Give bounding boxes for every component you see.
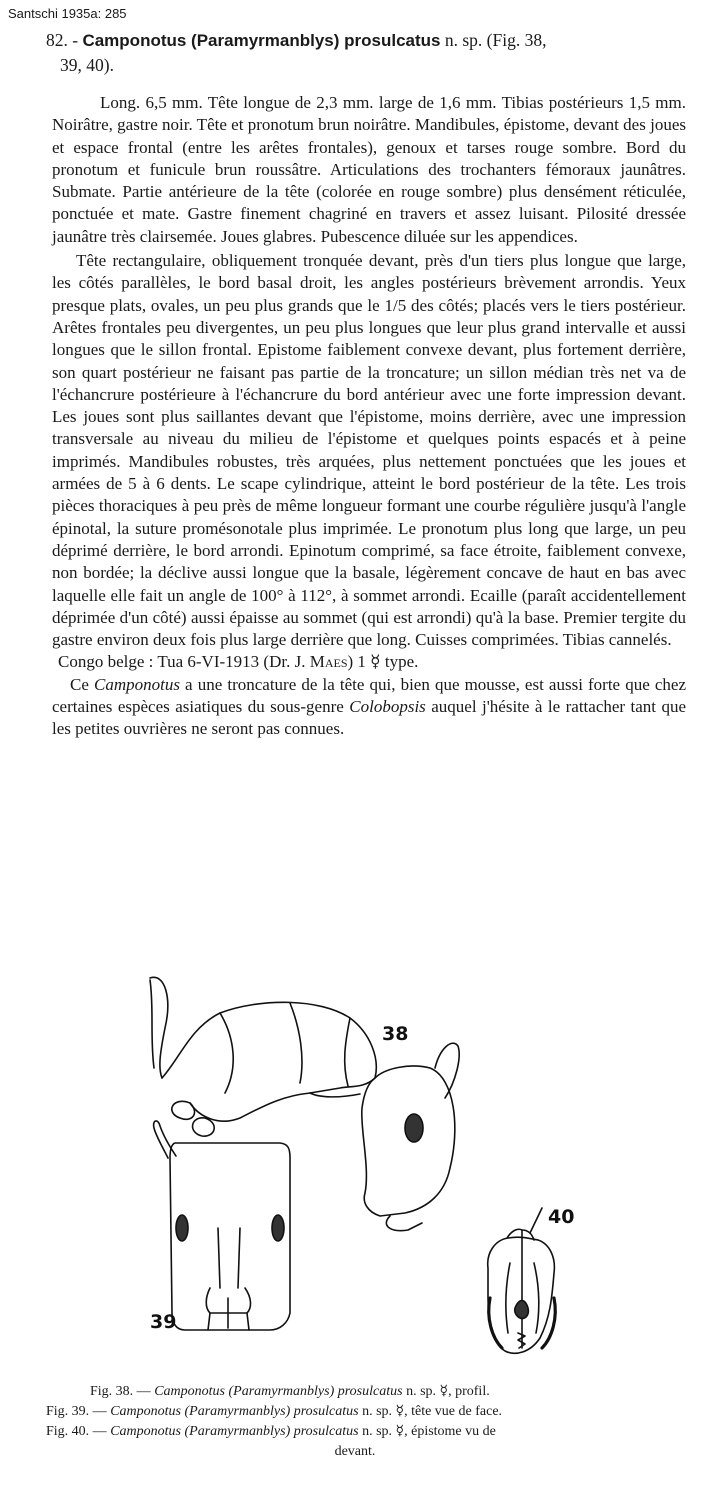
remarks-c: auquel j'hésite à le rattacher tant que les petites ouvrières ne seront pas connues. xyxy=(52,697,687,739)
source-citation: Santschi 1935a: 285 xyxy=(8,6,127,21)
ant-figure-plate xyxy=(110,968,610,1378)
heading-dash: - xyxy=(72,30,79,50)
fig40-label: 40 xyxy=(548,1206,575,1228)
caption-fig38-prefix: Fig. 38. — xyxy=(90,1384,155,1399)
caption-fig38-suffix: n. sp. ☿, profil. xyxy=(402,1384,490,1399)
paragraph-remarks xyxy=(52,674,686,741)
species-heading xyxy=(46,28,696,77)
species-status: n. sp. (Fig. 38, xyxy=(444,30,547,50)
fig40-epistome-drawing xyxy=(488,1208,556,1353)
paragraph-measurements: Long. 6,5 mm. Tête longue de 2,3 mm. large de 1,6 mm. Tibias postérieurs 1,5 mm. Noirâtre, gastre noir. Tête et pronotum brun noirâtre. Mandibules, épistome, devant des joues et espace frontal (entre les arêtes frontales), genoux et tarses rouge sombre. Bord du pronotum et funicule brun roussâtre. Articulations des trochanters fémoraux jaunâtres. Submate. Partie antérieure de la tête (colorée en rouge sombre) plus densément réticulée, ponctuée et mate. Gastre finement chagriné en travers et assez luisant. Pilosité dressée jaunâtre très clairsemée. Joues glabres. Pubescence diluée sur les appendices. xyxy=(52,93,686,246)
collector-name: Maes xyxy=(309,652,348,672)
species-status-cont: 39, 40). xyxy=(60,55,114,75)
fig39-head-front-drawing xyxy=(154,1121,290,1330)
caption-fig40-taxon: Camponotus (Paramyrmanblys) prosulcatus xyxy=(110,1424,359,1439)
caption-fig38-taxon: Camponotus (Paramyrmanblys) prosulcatus xyxy=(154,1384,403,1399)
locality-text: Congo belge : Tua 6-VI-1913 (Dr. J. xyxy=(58,652,310,672)
paragraph-morphology: Tête rectangulaire, obliquement tronquée devant, près d'un tiers plus longue que large, les côtés parallèles, le bord basal droit, les angles postérieurs brèvement arrondis. Yeux presque plats, ovales, un peu plus grands que le 1/5 des côtés; placés vers le tiers postérieur. Arêtes frontales peu divergentes, un peu plus longues que leur plus grand intervalle et aussi longues que le sillon frontal. Epistome faiblement convexe devant, plus fortement derrière, son quart postérieur ne faisant pas partie de la troncature; un sillon médian très net va de l'échancrure postérieure à l'échancrure du bord antérieur avec une forte impression devant. Les joues sont plus saillantes devant que l'épistome, moins derrière, avec une impression transversale au niveau du milieu de l'épistome et quelques points espacés et à peine imprimés. Mandibules robustes, très arquées, plus nettement ponctuées que les joues et armées de 5 à 6 dents. Le scape cylindrique, atteint le bord postérieur de la tête. Les trois pièces thoraciques à peu près de même longueur formant une courbe régulière jusqu'à l'angle épinotal, la suture promésonotale plus imprimée. Le pronotum plus long que large, un peu déprimé derrière, le bord arrondi. Epinotum comprimé, sa face étroite, faiblement convexe, non bordée; la déclive aussi longue que la basale, légèrement concave de haut en bas avec laquelle elle fait un angle de 100° à 112°, à sommet arrondi. Ecaille (paraît accidentellement déprimée d'un côté) aussi épaisse au sommet (qui est arrondi) qu'à la base. Premier tergite du gastre environ deux fois plus large derrière que long. Cuisses comprimées. Tibias cannelés. xyxy=(52,251,686,650)
caption-fig40-cont: devant. xyxy=(334,1444,376,1459)
caption-fig39-taxon: Camponotus (Paramyrmanblys) prosulcatus xyxy=(110,1404,359,1419)
subgenus-name: Colobopsis xyxy=(349,697,426,717)
species-number: 82. xyxy=(46,30,68,50)
caption-fig40 xyxy=(30,1422,690,1442)
caption-fig38 xyxy=(30,1382,690,1402)
caption-fig39-prefix: Fig. 39. — xyxy=(46,1404,111,1419)
figure-captions xyxy=(30,1382,690,1462)
paragraph-locality xyxy=(52,651,686,673)
species-name: Camponotus (Paramyrmanblys) prosulcatus xyxy=(82,31,441,50)
caption-fig39 xyxy=(30,1402,690,1422)
type-text: ) 1 ☿ type. xyxy=(347,652,419,672)
fig38-thorax-drawing xyxy=(150,977,376,1136)
caption-fig40-suffix: n. sp. ☿, épistome vu de xyxy=(358,1424,496,1439)
remarks-b: a une troncature de la tête qui, bien que mousse, est aussi forte que chez certaines espèces asiatiques du sous-genre xyxy=(52,674,686,717)
caption-fig39-suffix: n. sp. ☿, tête vue de face. xyxy=(358,1404,503,1419)
caption-fig40-prefix: Fig. 40. — xyxy=(46,1424,111,1439)
description-body xyxy=(52,92,686,741)
genus-name: Camponotus xyxy=(93,674,180,694)
fig38-label: 38 xyxy=(382,1023,409,1045)
fig39-label: 39 xyxy=(150,1311,177,1333)
remarks-a: Ce xyxy=(70,674,94,694)
